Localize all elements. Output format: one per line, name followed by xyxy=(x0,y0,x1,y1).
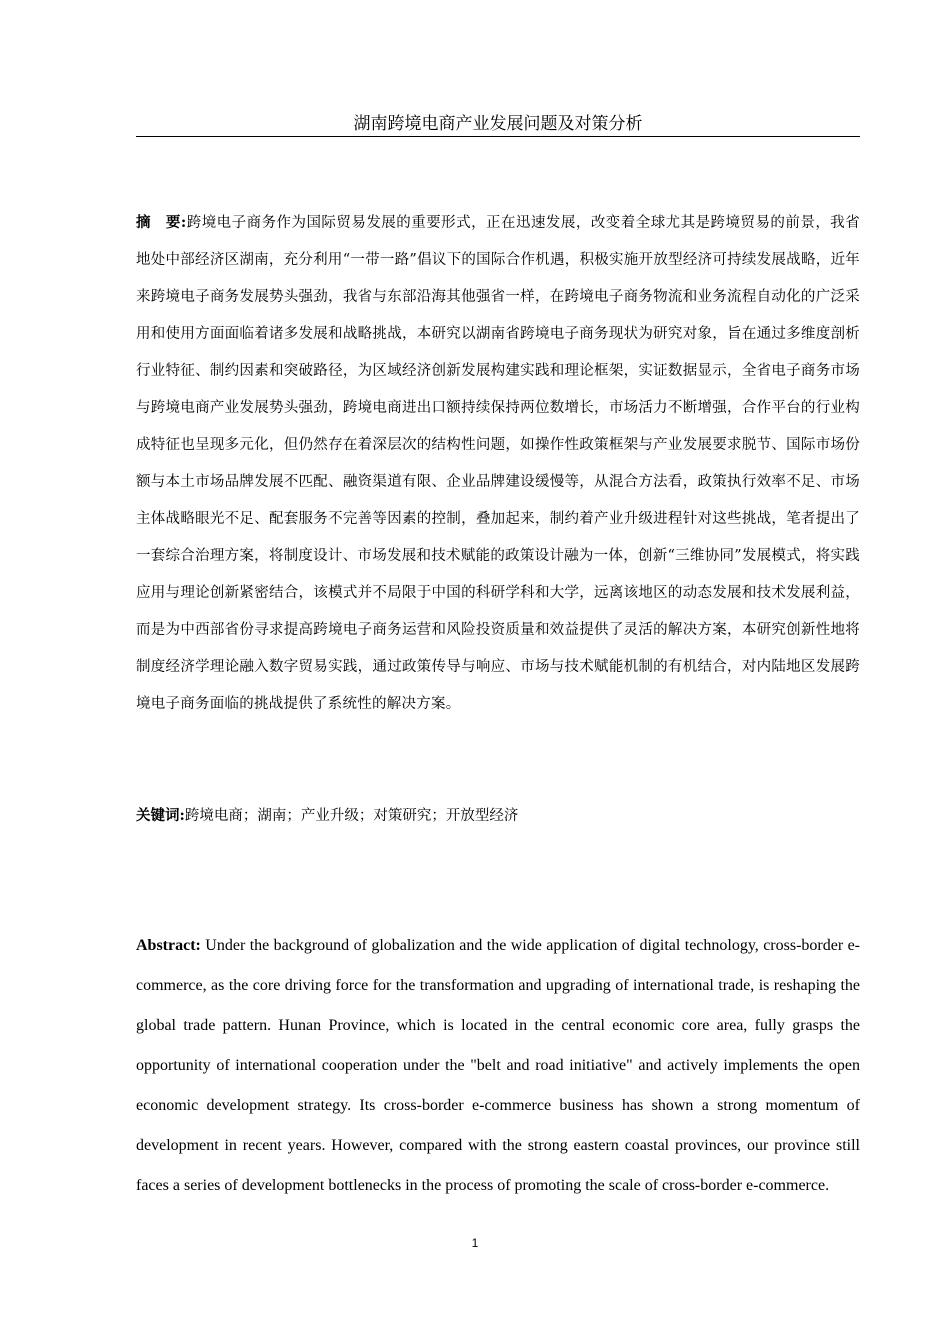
chinese-abstract-text: 跨境电子商务作为国际贸易发展的重要形式，正在迅速发展，改变着全球尤其是跨境贸易的前景，我省地处中部经济区湖南，充分利用“一带一路”倡议下的国际合作机遇，积极实施开放型经济可持续发展战略，近年来跨境电子商务发展势头强劲，我省与东部沿海其他强省一样，在跨境电子商务物流和业务流程自动化的广泛采用和使用方面面临着诸多发展和战略挑战，本研究以湖南省跨境电子商务现状为研究对象，旨在通过多维度剖析行业特征、制约因素和突破路径，为区域经济创新发展构建实践和理论框架，实证数据显示，全省电子商务市场与跨境电商产业发展势头强劲，跨境电商进出口额持续保持两位数增长，市场活力不断增强，合作平台的行业构成特征也呈现多元化，但仍然存在着深层次的结构性问题，如操作性政策框架与产业发展要求脱节、国际市场份额与本土市场品牌发展不匹配、融资渠道有限、企业品牌建设缓慢等，从混合方法看，政策执行效率不足、市场主体战略眼光不足、配套服务不完善等因素的控制，叠加起来，制约着产业升级进程针对这些挑战，笔者提出了一套综合治理方案，将制度设计、市场发展和技术赋能的政策设计融为一体，创新“三维协同”发展模式，将实践应用与理论创新紧密结合，该模式并不局限于中国的科研学科和大学，远离该地区的动态发展和技术发展利益，而是为中西部省份寻求提高跨境电子商务运营和风险投资质量和效益提供了灵活的解决方案，本研究创新性地将制度经济学理论融入数字贸易实践，通过政策传导与响应、市场与技术赋能机制的有机结合，对内陆地区发展跨境电子商务面临的挑战提供了系统性的解决方案。 xyxy=(136,215,861,712)
english-abstract xyxy=(136,926,860,1206)
keywords-label: 关键词: xyxy=(136,807,185,824)
chinese-abstract xyxy=(136,204,860,723)
page-header-title: 湖南跨境电商产业发展问题及对策分析 xyxy=(136,112,860,137)
english-abstract-text: Under the background of globalization and the wide application of digital technology, cross-border e-commerce, as the core driving force for the transformation and upgrading of international trade, is reshaping the global trade pattern. Hunan Province, which is located in the central economic core area, fully grasps the opportunity of international cooperation under the "belt and road initiative" and actively implements the open economic development strategy. Its cross-border e-commerce business has shown a strong momentum of development in recent years. However, compared with the strong eastern coastal provinces, our province still faces a series of development bottlenecks in the process of promoting the scale of cross-border e-commerce. xyxy=(136,937,861,1194)
keywords-text: 跨境电商；湖南；产业升级；对策研究；开放型经济 xyxy=(184,808,519,824)
english-abstract-label: Abstract: xyxy=(136,937,201,954)
chinese-abstract-label: 摘 要: xyxy=(136,214,187,231)
page-number: 1 xyxy=(471,1236,479,1250)
keywords xyxy=(136,797,860,835)
